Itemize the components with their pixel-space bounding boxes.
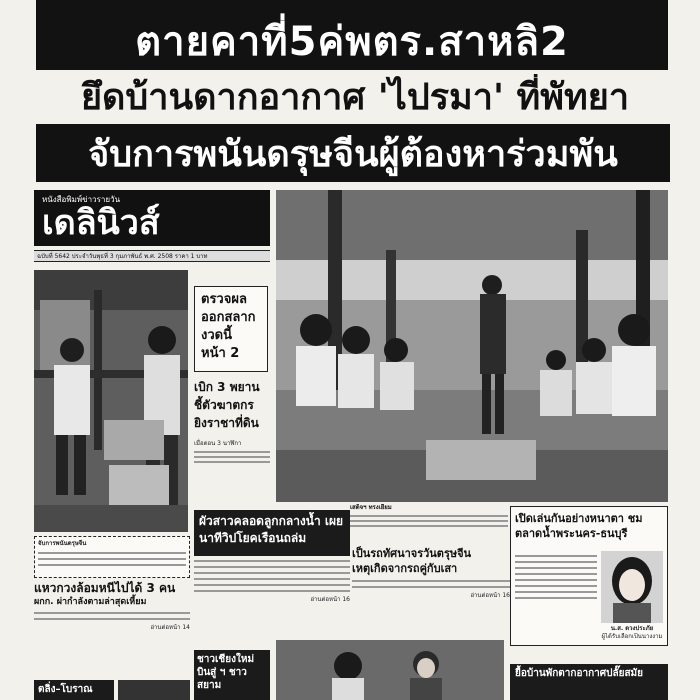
bus-story [352, 546, 510, 622]
escape-headline: แหวกวงล้อมหนีไปได้ 3 คน [34, 581, 176, 595]
lottery-box [194, 286, 268, 372]
bus-story-page-ref: อ่านต่อหน้า 16 [470, 592, 510, 599]
masthead-subtitle: หนังสือพิมพ์ข่าวรายวัน [42, 195, 121, 204]
escape-story [34, 580, 190, 640]
boat-story [510, 506, 668, 646]
witness-story [194, 378, 270, 504]
bus-story-line-1: เป็นรถทัศนาจรวันตรุษจีน [352, 547, 472, 560]
lottery-line-3: งวดนี้ [201, 328, 232, 343]
chiangmai-story: ชาวเชียงใหม่ บินสู่ ฯ ชาวสยาม [194, 650, 270, 700]
center-photo [276, 190, 668, 502]
headline-line-1: ตายคาที่5ค่พตร.สาหลิ2 [36, 12, 668, 70]
issue-line: ฉบับที่ 5642 ประจำวันพุธที่ 3 กุมภาพันธ์ พ.ศ. 2508 ราคา 1 บาท [34, 250, 270, 262]
portrait-name: น.ส. ดวงประภัย [610, 625, 654, 632]
portrait-caption: ผู้ได้รับเลือกเป็นนางงาม [601, 633, 663, 640]
left-photo-image [34, 270, 188, 532]
left-photo-caption: จับการพนันดรุษจีน [38, 540, 87, 547]
top-headline-strip [36, 0, 668, 12]
escape-subheadline: ผกก. ผ่ากำลังตามล่าสุดเหี้ยม [34, 597, 147, 607]
witness-byline: เมื่อตอน 3 นาฬิกา [194, 440, 242, 447]
bottom-center-image [276, 640, 504, 700]
left-photo [34, 270, 188, 532]
center-photo-caption [350, 504, 508, 546]
escape-page-ref: อ่านต่อหน้า 14 [150, 624, 190, 631]
girl-story-headline: ผัวสาวคลอดลูกกลางน้ำ เผยนาทีวิปโยคเรือนถล่ม [194, 510, 350, 556]
center-caption-title: เสด็จฯ ทรงเยี่ยม [350, 504, 392, 511]
witness-headline: เบิก 3 พยาน ชี้ตัวฆาตกร ยิงราชาที่ดิน [194, 380, 260, 430]
holiday-home-story: ยื้อบ้านพักตากอากาศปลั๊ยสมัย [510, 664, 668, 700]
bottom-left-photo [118, 680, 190, 700]
left-photo-caption-box [34, 536, 190, 578]
girl-story [194, 510, 350, 618]
lottery-line-2: ออกสลาก [201, 310, 256, 325]
girl-story-page-ref: อ่านต่อหน้า 16 [310, 596, 350, 603]
headline-line-3: จับการพนันดรุษจีนผู้ต้องหาร่วมพัน [36, 124, 670, 182]
center-photo-image [276, 190, 668, 502]
portrait-image [601, 551, 663, 623]
masthead [34, 190, 270, 246]
bottom-center-photo [276, 640, 504, 700]
boat-story-headline: เปิดเล่นกันอย่างหนาตา ชมตลาดน้ำพระนคร-ธนบุรี [515, 512, 643, 540]
bottom-left-story: ตลิ่ง–โบราณ [34, 680, 114, 700]
headline-line-2: ยึดบ้านดากอากาศ 'ไปรมา' ที่พัทยา [80, 77, 630, 118]
portrait-photo [601, 551, 663, 623]
masthead-name: เดลินิวส์ [42, 203, 160, 243]
lottery-line-4: หน้า 2 [201, 346, 240, 361]
lottery-line-1: ตรวจผล [201, 292, 247, 307]
bus-story-line-2: เหตุเกิดจากรถคู่กับเสา [352, 562, 458, 575]
